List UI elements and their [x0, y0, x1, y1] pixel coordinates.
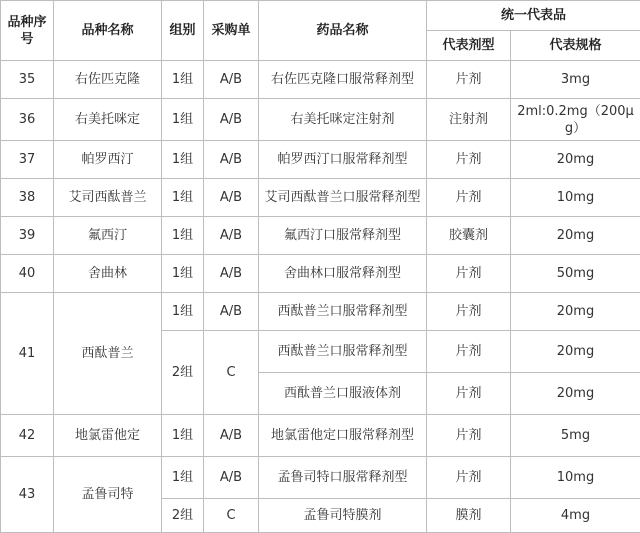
cell-drug: 艾司西酞普兰口服常释剂型	[259, 179, 427, 217]
cell-variety: 右佐匹克隆	[54, 61, 162, 99]
cell-seq: 39	[1, 217, 54, 255]
table-row	[1, 141, 640, 179]
cell-spec: 3mg	[511, 61, 640, 99]
cell-group: 1组	[162, 293, 204, 331]
cell-seq: 43	[1, 457, 54, 533]
cell-form: 片剂	[427, 61, 511, 99]
table-row	[1, 415, 640, 457]
cell-drug: 右美托咪定注射剂	[259, 99, 427, 141]
cell-drug: 舍曲林口服常释剂型	[259, 255, 427, 293]
cell-purchase: A/B	[204, 255, 259, 293]
cell-seq: 40	[1, 255, 54, 293]
cell-drug: 地氯雷他定口服常释剂型	[259, 415, 427, 457]
cell-purchase: A/B	[204, 99, 259, 141]
cell-seq: 36	[1, 99, 54, 141]
cell-group: 1组	[162, 61, 204, 99]
cell-form: 片剂	[427, 457, 511, 499]
cell-spec: 20mg	[511, 141, 640, 179]
cell-drug: 帕罗西汀口服常释剂型	[259, 141, 427, 179]
cell-form: 片剂	[427, 415, 511, 457]
cell-spec: 50mg	[511, 255, 640, 293]
header-row	[1, 1, 640, 31]
cell-form: 胶囊剂	[427, 217, 511, 255]
header-group: 组别	[162, 1, 204, 61]
cell-variety: 孟鲁司特	[54, 457, 162, 533]
table-row	[1, 293, 640, 331]
cell-spec: 4mg	[511, 499, 640, 533]
cell-drug: 孟鲁司特膜剂	[259, 499, 427, 533]
cell-drug: 氟西汀口服常释剂型	[259, 217, 427, 255]
cell-drug: 西酞普兰口服液体剂	[259, 373, 427, 415]
header-drug: 药品名称	[259, 1, 427, 61]
cell-purchase: A/B	[204, 457, 259, 499]
cell-variety: 舍曲林	[54, 255, 162, 293]
cell-variety: 右美托咪定	[54, 99, 162, 141]
cell-group: 1组	[162, 179, 204, 217]
cell-seq: 38	[1, 179, 54, 217]
table-row	[1, 179, 640, 217]
cell-seq: 37	[1, 141, 54, 179]
header-seq: 品种序号	[1, 1, 54, 61]
header-representative: 统一代表品	[427, 1, 640, 31]
cell-form: 膜剂	[427, 499, 511, 533]
cell-variety: 地氯雷他定	[54, 415, 162, 457]
cell-variety: 氟西汀	[54, 217, 162, 255]
cell-form: 注射剂	[427, 99, 511, 141]
cell-spec: 10mg	[511, 179, 640, 217]
table-row	[1, 255, 640, 293]
cell-form: 片剂	[427, 293, 511, 331]
cell-form: 片剂	[427, 255, 511, 293]
cell-drug: 右佐匹克隆口服常释剂型	[259, 61, 427, 99]
cell-form: 片剂	[427, 179, 511, 217]
cell-group: 1组	[162, 457, 204, 499]
table-row	[1, 61, 640, 99]
cell-seq: 41	[1, 293, 54, 415]
cell-spec: 10mg	[511, 457, 640, 499]
cell-purchase: A/B	[204, 217, 259, 255]
cell-group: 2组	[162, 499, 204, 533]
cell-purchase: A/B	[204, 415, 259, 457]
cell-variety: 西酞普兰	[54, 293, 162, 415]
cell-purchase: C	[204, 499, 259, 533]
header-variety: 品种名称	[54, 1, 162, 61]
cell-group: 1组	[162, 141, 204, 179]
cell-spec: 20mg	[511, 331, 640, 373]
header-dosage-form: 代表剂型	[427, 31, 511, 61]
cell-drug: 西酞普兰口服常释剂型	[259, 331, 427, 373]
cell-group: 1组	[162, 255, 204, 293]
header-purchase: 采购单	[204, 1, 259, 61]
cell-group: 1组	[162, 217, 204, 255]
cell-group: 2组	[162, 331, 204, 415]
cell-seq: 35	[1, 61, 54, 99]
cell-purchase: A/B	[204, 141, 259, 179]
cell-variety: 帕罗西汀	[54, 141, 162, 179]
cell-form: 片剂	[427, 331, 511, 373]
cell-drug: 西酞普兰口服常释剂型	[259, 293, 427, 331]
cell-group: 1组	[162, 99, 204, 141]
cell-group: 1组	[162, 415, 204, 457]
cell-spec: 20mg	[511, 293, 640, 331]
cell-purchase: A/B	[204, 179, 259, 217]
header-spec: 代表规格	[511, 31, 640, 61]
cell-purchase: C	[204, 331, 259, 415]
cell-form: 片剂	[427, 373, 511, 415]
cell-purchase: A/B	[204, 61, 259, 99]
cell-form: 片剂	[427, 141, 511, 179]
cell-spec: 2ml:0.2mg（200μg）	[511, 99, 640, 141]
cell-spec: 20mg	[511, 217, 640, 255]
cell-seq: 42	[1, 415, 54, 457]
cell-drug: 孟鲁司特口服常释剂型	[259, 457, 427, 499]
table-row	[1, 217, 640, 255]
cell-spec: 20mg	[511, 373, 640, 415]
table-row	[1, 99, 640, 141]
table-row	[1, 457, 640, 499]
cell-variety: 艾司西酞普兰	[54, 179, 162, 217]
cell-purchase: A/B	[204, 293, 259, 331]
cell-spec: 5mg	[511, 415, 640, 457]
